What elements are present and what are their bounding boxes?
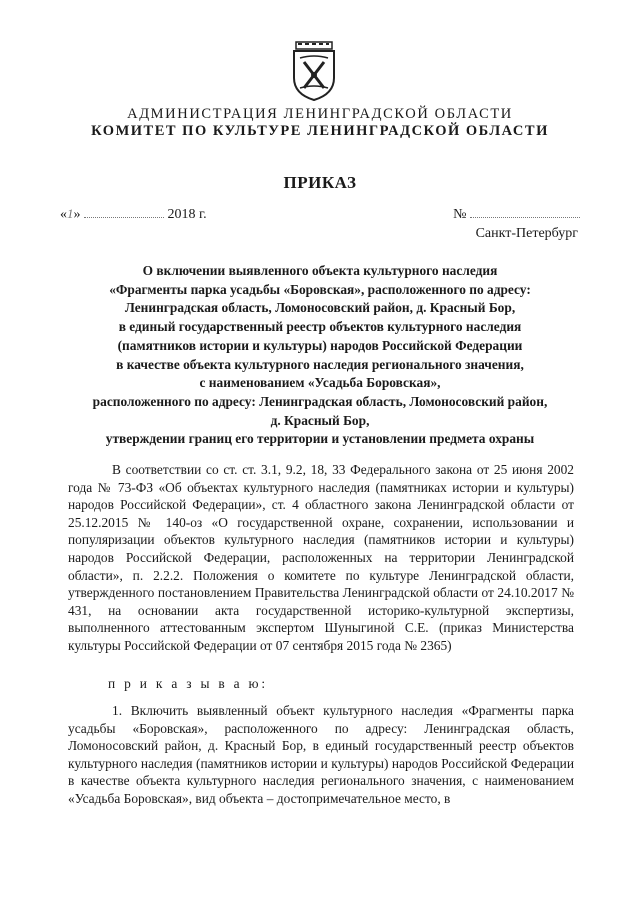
order-date: «1» 2018 г.: [60, 206, 207, 222]
title-line: утверждении границ его территории и установлении предмета охраны: [105, 431, 535, 447]
preamble-paragraph: В соответствии со ст. ст. 3.1, 9.2, 18, 33 Федерального закона от 25 июня 2002 года № 73-ФЗ «Об объектах культурного наследия (памятниках истории и культуры) народов Российской Федерации», ст. 4 областного закона Ленинградской области от 25.12.2015 № 140-оз «О государственной охране, сохранении, использовании и популяризации объектов культурного наследия (памятников истории и культуры) народов Российской Федерации, расположенных на территории Ленинградской области», п. 2.2.2. Положения о комитете по культуре Ленинградской области, утвержденного постановлением Правительства Ленинградской области от 24.10.2017 № 431, на основании акта государственной историко-культурной экспертизы, выполненного аттестованным экспертом Шуныгиной С.Е. (приказ Министерства культуры Российской Федерации от 07 сентября 2015 года № 2365): [68, 462, 574, 653]
administration-heading: АДМИНИСТРАЦИЯ ЛЕНИНГРАДСКОЙ ОБЛАСТИ: [127, 106, 513, 122]
title-line: «Фрагменты парка усадьбы «Боровская», расположенного по адресу:: [109, 281, 531, 297]
title-line: д. Красный Бор,: [270, 412, 370, 428]
title-line: в единый государственный реестр объектов культурного наследия: [118, 319, 522, 335]
handwritten-day: 1: [67, 206, 74, 221]
date-number-line: [60, 205, 580, 225]
title-line: О включении выявленного объекта культурного наследия: [142, 263, 498, 278]
document-type-title: ПРИКАЗ: [283, 173, 357, 192]
coat-of-arms-emblem: [290, 40, 338, 102]
title-line: в качестве объекта культурного наследия регионального значения,: [116, 356, 524, 372]
handwritten-number: [470, 205, 580, 218]
title-line: с наименованием «Усадьба Боровская»,: [199, 375, 441, 391]
committee-heading: КОМИТЕТ ПО КУЛЬТУРЕ ЛЕНИНГРАДСКОЙ ОБЛАСТИ: [91, 123, 549, 139]
item-1-section: [68, 702, 574, 808]
order-number: №: [453, 205, 580, 223]
orders-word: п р и к а з ы в а ю:: [108, 676, 268, 691]
title-line: (памятников истории и культуры) народов Российской Федерации: [117, 337, 523, 353]
order-title: [40, 262, 600, 449]
preamble-section: [68, 461, 574, 655]
handwritten-month: [84, 205, 164, 218]
title-line: расположенного по адресу: Ленинградская область, Ломоносовский район,: [92, 393, 548, 409]
city-name: Санкт-Петербург: [475, 226, 578, 241]
title-line: Ленинградская область, Ломоносовский район, д. Красный Бор,: [124, 300, 516, 316]
item-1-paragraph: 1. Включить выявленный объект культурного наследия «Фрагменты парка усадьбы «Боровская», расположенного по адресу: Ленинградская область, Ломоносовский район, д. Красный Бор, в единый государственный реестр объектов культурного наследия (памятников истории и культуры) народов Российской Федерации в качестве объекта культурного наследия регионального значения, с наименованием «Усадьба Боровская», вид объекта – достопримечательное место, в: [68, 703, 574, 806]
